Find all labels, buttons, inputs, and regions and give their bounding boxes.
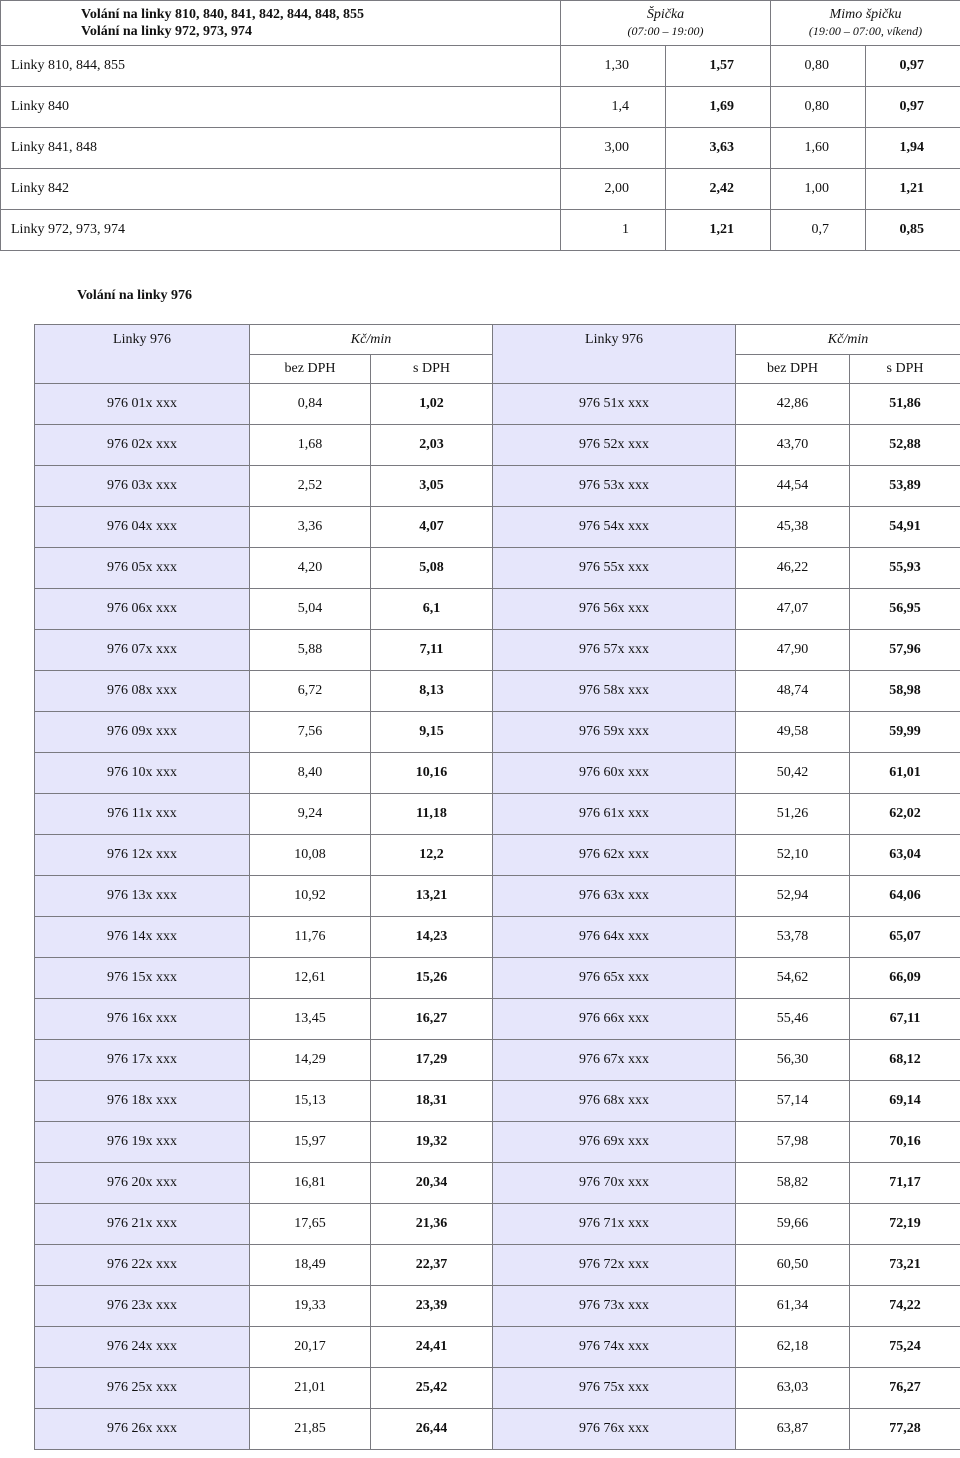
table-row [35,999,960,1040]
line-range-left: 976 24x xxx [35,1327,250,1368]
table-row [35,876,960,917]
table-row [35,1409,960,1450]
line-range-right: 976 66x xxx [493,999,736,1040]
table-row [35,548,960,589]
line-name: Linky 810, 844, 855 [1,46,561,87]
table-row [35,425,960,466]
price-without-vat-left: 17,65 [250,1204,371,1245]
line-range-left: 976 12x xxx [35,835,250,876]
table-row [35,1286,960,1327]
price-with-vat-right: 74,22 [850,1286,960,1327]
price-with-vat-left: 15,26 [371,958,493,999]
price-with-vat-right: 65,07 [850,917,960,958]
line-range-left: 976 02x xxx [35,425,250,466]
price-with-vat-right: 56,95 [850,589,960,630]
line-range-left: 976 05x xxx [35,548,250,589]
table-row [35,1163,960,1204]
price-without-vat-left: 12,61 [250,958,371,999]
table-row [35,1040,960,1081]
price-with-vat-left: 24,41 [371,1327,493,1368]
price-without-vat-right: 58,82 [736,1163,850,1204]
price-with-vat-right: 75,24 [850,1327,960,1368]
line-range-right: 976 73x xxx [493,1286,736,1327]
price-without-vat-left: 4,20 [250,548,371,589]
price-with-vat-left: 12,2 [371,835,493,876]
price-with-vat: 0,85 [866,210,960,251]
table-row [35,384,960,425]
line-range-left: 976 01x xxx [35,384,250,425]
price-without-vat-right: 47,90 [736,630,850,671]
line-range-left: 976 22x xxx [35,1245,250,1286]
col-header-label-left: Linky 976 [113,332,171,347]
table-row [35,1122,960,1163]
line-range-right: 976 63x xxx [493,876,736,917]
line-name: Linky 840 [1,87,561,128]
price-without-vat-right: 44,54 [736,466,850,507]
line-range-left: 976 08x xxx [35,671,250,712]
line-range-left: 976 03x xxx [35,466,250,507]
price-without-vat-left: 1,68 [250,425,371,466]
price-without-vat-left: 10,08 [250,835,371,876]
price-with-vat-right: 70,16 [850,1122,960,1163]
unit-header-left: Kč/min [250,325,493,355]
col-header-s-dph-right: s DPH [850,355,960,384]
line-range-left: 976 21x xxx [35,1204,250,1245]
price-with-vat-left: 6,1 [371,589,493,630]
line-range-left: 976 17x xxx [35,1040,250,1081]
price-with-vat-left: 2,03 [371,425,493,466]
price-without-vat-right: 49,58 [736,712,850,753]
price-without-vat-left: 0,84 [250,384,371,425]
price-without-vat-right: 48,74 [736,671,850,712]
line-range-right: 976 71x xxx [493,1204,736,1245]
table1-title-line-1: Volání na linky 810, 840, 841, 842, 844, 848, 855 [81,7,365,22]
price-without-vat-left: 13,45 [250,999,371,1040]
price-with-vat-right: 54,91 [850,507,960,548]
price-with-vat-right: 66,09 [850,958,960,999]
price-with-vat-right: 59,99 [850,712,960,753]
col-header-linky-976-left [35,325,250,384]
price-without-vat: 1,4 [561,87,666,128]
line-range-right: 976 72x xxx [493,1245,736,1286]
table-row [35,794,960,835]
price-with-vat: 1,94 [866,128,960,169]
price-without-vat-left: 21,85 [250,1409,371,1450]
table-row [1,87,960,128]
table1-title-line-2: Volání na linky 972, 973, 974 [81,24,253,39]
price-with-vat-right: 55,93 [850,548,960,589]
price-with-vat-left: 17,29 [371,1040,493,1081]
section2-title: Volání na linky 976 [77,288,193,303]
offpeak-hours: (19:00 – 07:00, víkend) [808,24,923,38]
price-without-vat-right: 57,98 [736,1122,850,1163]
table-row [35,1081,960,1122]
line-name: Linky 841, 848 [1,128,561,169]
line-range-right: 976 65x xxx [493,958,736,999]
price-without-vat-right: 60,50 [736,1245,850,1286]
col-header-bez-dph-right: bez DPH [736,355,850,384]
price-with-vat: 2,42 [666,169,771,210]
price-with-vat-left: 11,18 [371,794,493,835]
unit-header-right: Kč/min [736,325,960,355]
price-without-vat-right: 42,86 [736,384,850,425]
table-row [35,1245,960,1286]
col-header-linky-976-right [493,325,736,384]
line-range-left: 976 13x xxx [35,876,250,917]
line-range-right: 976 53x xxx [493,466,736,507]
offpeak-header [771,1,960,46]
price-without-vat-left: 10,92 [250,876,371,917]
line-range-right: 976 68x xxx [493,1081,736,1122]
table-row [35,712,960,753]
line-range-left: 976 18x xxx [35,1081,250,1122]
line-range-right: 976 59x xxx [493,712,736,753]
price-with-vat-right: 57,96 [850,630,960,671]
peak-label: Špička [646,7,685,22]
price-without-vat-right: 61,34 [736,1286,850,1327]
line-range-left: 976 07x xxx [35,630,250,671]
line-range-right: 976 62x xxx [493,835,736,876]
price-without-vat: 3,00 [561,128,666,169]
price-with-vat-right: 52,88 [850,425,960,466]
price-with-vat-right: 68,12 [850,1040,960,1081]
line-range-right: 976 74x xxx [493,1327,736,1368]
tariff-table-lines-8xx-97x [0,0,960,251]
price-without-vat-right: 52,10 [736,835,850,876]
price-without-vat-right: 46,22 [736,548,850,589]
line-range-right: 976 52x xxx [493,425,736,466]
line-range-right: 976 56x xxx [493,589,736,630]
price-without-vat: 1,00 [771,169,866,210]
peak-header [561,1,771,46]
price-with-vat-left: 25,42 [371,1368,493,1409]
price-without-vat-left: 3,36 [250,507,371,548]
price-without-vat-left: 16,81 [250,1163,371,1204]
table-row [35,507,960,548]
price-without-vat-right: 50,42 [736,753,850,794]
table-row [35,1368,960,1409]
table1-title [1,1,561,46]
price-with-vat-left: 7,11 [371,630,493,671]
price-with-vat-right: 61,01 [850,753,960,794]
col-header-bez-dph-left: bez DPH [250,355,371,384]
line-range-left: 976 10x xxx [35,753,250,794]
col-header-label-right: Linky 976 [585,332,643,347]
price-without-vat-right: 63,87 [736,1409,850,1450]
line-range-right: 976 60x xxx [493,753,736,794]
col-header-s-dph-left: s DPH [371,355,493,384]
price-with-vat-right: 64,06 [850,876,960,917]
line-range-left: 976 14x xxx [35,917,250,958]
price-without-vat-left: 5,04 [250,589,371,630]
price-without-vat-right: 59,66 [736,1204,850,1245]
line-range-right: 976 67x xxx [493,1040,736,1081]
price-without-vat-left: 5,88 [250,630,371,671]
line-range-left: 976 16x xxx [35,999,250,1040]
table-row [35,1204,960,1245]
line-range-right: 976 51x xxx [493,384,736,425]
price-without-vat: 1,30 [561,46,666,87]
table1-header-row [1,1,960,46]
price-without-vat-left: 21,01 [250,1368,371,1409]
price-with-vat-right: 77,28 [850,1409,960,1450]
price-with-vat-left: 10,16 [371,753,493,794]
offpeak-label: Mimo špičku [829,7,902,22]
price-without-vat-left: 8,40 [250,753,371,794]
table-row [1,128,960,169]
price-with-vat-right: 69,14 [850,1081,960,1122]
price-without-vat-left: 15,13 [250,1081,371,1122]
line-range-right: 976 64x xxx [493,917,736,958]
table2-body [35,384,960,1450]
price-without-vat-right: 43,70 [736,425,850,466]
table2-header-row-1 [35,325,960,355]
line-range-left: 976 04x xxx [35,507,250,548]
price-with-vat: 1,69 [666,87,771,128]
table-row [1,169,960,210]
table1-body [1,46,960,251]
line-range-left: 976 15x xxx [35,958,250,999]
price-with-vat-left: 8,13 [371,671,493,712]
price-with-vat-right: 62,02 [850,794,960,835]
table-row [35,589,960,630]
table-row [35,1327,960,1368]
price-with-vat-right: 63,04 [850,835,960,876]
price-without-vat-left: 18,49 [250,1245,371,1286]
line-range-left: 976 23x xxx [35,1286,250,1327]
price-with-vat-left: 5,08 [371,548,493,589]
price-without-vat-right: 51,26 [736,794,850,835]
price-with-vat-left: 1,02 [371,384,493,425]
price-without-vat-right: 56,30 [736,1040,850,1081]
line-range-right: 976 76x xxx [493,1409,736,1450]
line-range-left: 976 19x xxx [35,1122,250,1163]
price-without-vat: 0,80 [771,87,866,128]
price-without-vat-left: 20,17 [250,1327,371,1368]
price-with-vat-left: 20,34 [371,1163,493,1204]
price-without-vat: 2,00 [561,169,666,210]
price-with-vat: 3,63 [666,128,771,169]
line-range-left: 976 25x xxx [35,1368,250,1409]
table-row [35,630,960,671]
price-without-vat-right: 63,03 [736,1368,850,1409]
price-without-vat-left: 19,33 [250,1286,371,1327]
price-without-vat-right: 62,18 [736,1327,850,1368]
line-range-right: 976 70x xxx [493,1163,736,1204]
price-without-vat-left: 6,72 [250,671,371,712]
line-range-left: 976 06x xxx [35,589,250,630]
price-without-vat-right: 54,62 [736,958,850,999]
price-with-vat-right: 72,19 [850,1204,960,1245]
line-range-left: 976 26x xxx [35,1409,250,1450]
price-with-vat-left: 13,21 [371,876,493,917]
price-without-vat: 0,7 [771,210,866,251]
peak-hours: (07:00 – 19:00) [627,24,704,38]
line-name: Linky 842 [1,169,561,210]
price-with-vat: 1,21 [666,210,771,251]
price-with-vat-left: 26,44 [371,1409,493,1450]
price-with-vat-left: 4,07 [371,507,493,548]
table-row [1,46,960,87]
price-with-vat-right: 53,89 [850,466,960,507]
line-range-right: 976 54x xxx [493,507,736,548]
price-with-vat-right: 58,98 [850,671,960,712]
price-with-vat-right: 73,21 [850,1245,960,1286]
price-with-vat-left: 16,27 [371,999,493,1040]
table-row [35,753,960,794]
price-with-vat-left: 23,39 [371,1286,493,1327]
price-without-vat-left: 15,97 [250,1122,371,1163]
price-with-vat-right: 76,27 [850,1368,960,1409]
line-range-right: 976 57x xxx [493,630,736,671]
table-row [35,671,960,712]
price-without-vat: 1,60 [771,128,866,169]
price-without-vat-left: 9,24 [250,794,371,835]
price-with-vat-left: 21,36 [371,1204,493,1245]
price-without-vat-left: 14,29 [250,1040,371,1081]
price-without-vat-left: 11,76 [250,917,371,958]
price-with-vat-left: 9,15 [371,712,493,753]
line-range-right: 976 69x xxx [493,1122,736,1163]
table-row [35,917,960,958]
line-range-left: 976 20x xxx [35,1163,250,1204]
price-with-vat-left: 14,23 [371,917,493,958]
price-without-vat: 0,80 [771,46,866,87]
line-range-right: 976 75x xxx [493,1368,736,1409]
price-with-vat: 1,21 [866,169,960,210]
price-without-vat-left: 2,52 [250,466,371,507]
price-with-vat: 0,97 [866,46,960,87]
line-range-left: 976 11x xxx [35,794,250,835]
price-without-vat-right: 52,94 [736,876,850,917]
price-without-vat-right: 55,46 [736,999,850,1040]
price-with-vat: 1,57 [666,46,771,87]
price-with-vat-left: 18,31 [371,1081,493,1122]
table-row [1,210,960,251]
line-name: Linky 972, 973, 974 [1,210,561,251]
table-row [35,466,960,507]
table-row [35,958,960,999]
line-range-left: 976 09x xxx [35,712,250,753]
price-with-vat-right: 67,11 [850,999,960,1040]
price-without-vat-right: 45,38 [736,507,850,548]
price-without-vat-left: 7,56 [250,712,371,753]
price-without-vat-right: 57,14 [736,1081,850,1122]
price-with-vat-left: 22,37 [371,1245,493,1286]
price-with-vat-right: 51,86 [850,384,960,425]
price-with-vat-right: 71,17 [850,1163,960,1204]
price-with-vat-left: 19,32 [371,1122,493,1163]
price-with-vat: 0,97 [866,87,960,128]
line-range-right: 976 55x xxx [493,548,736,589]
line-range-right: 976 61x xxx [493,794,736,835]
price-without-vat: 1 [561,210,666,251]
price-with-vat-left: 3,05 [371,466,493,507]
line-range-right: 976 58x xxx [493,671,736,712]
price-without-vat-right: 53,78 [736,917,850,958]
tariff-table-line-976 [34,324,960,1450]
table-row [35,835,960,876]
price-without-vat-right: 47,07 [736,589,850,630]
